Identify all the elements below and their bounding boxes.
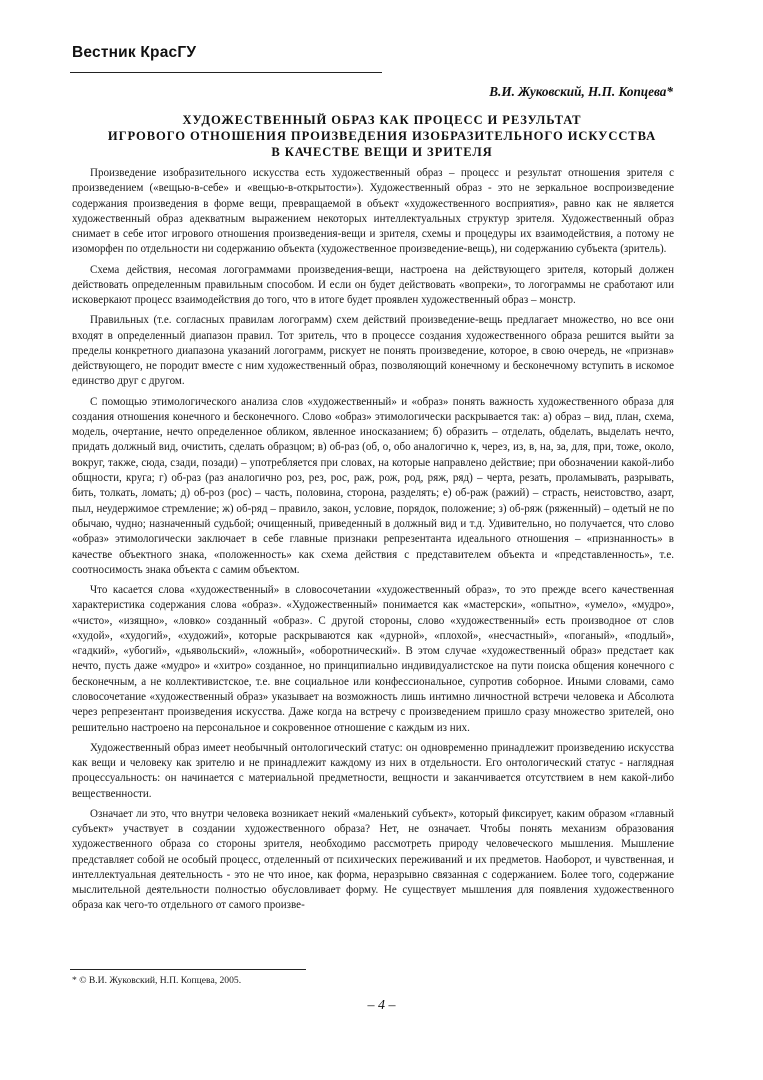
title-line: ХУДОЖЕСТВЕННЫЙ ОБРАЗ КАК ПРОЦЕСС И РЕЗУЛЬТАТ [182,113,582,127]
header-rule [70,72,382,73]
title-line: ИГРОВОГО ОТНОШЕНИЯ ПРОИЗВЕДЕНИЯ ИЗОБРАЗИТЕЛЬНОГО ИСКУССТВА [107,129,657,143]
paragraph: Означает ли это, что внутри человека возникает некий «маленький субъект», который фиксирует, каким образом «главный субъект» участвует в создании художественного образа? Нет, не означает. Чтобы понять механизм образования художественного образа со стороны зрителя, необходимо рассмотреть природу человеческого мышления. Мышление представляет собой не особый процесс, отделенный от психических переживаний и их предметов. Наоборот, и чувственная, и интеллектуальная деятельность - это не что иное, как форма, неразрывно связанная с содержанием. Более того, содержание мыслительной деятельности полностью обусловливает форму. Не существует мышления для появления художественного образа как чего-то отдельного от самого произве- [72,807,674,912]
authors: В.И. Жуковский, Н.П. Копцева* [489,84,673,99]
article-title [72,112,692,160]
title-line: В КАЧЕСТВЕ ВЕЩИ И ЗРИТЕЛЯ [271,145,493,159]
paragraph: Правильных (т.е. согласных правилам логограмм) схем действий произведение-вещь предлагает множество, но все они входят в определенный диапазон правил. Тот зритель, что в процессе создания художественного образа решится выйти за пределы конкретного диапазона указаний логограмм, рискует не понять произведение, которое, в свою очередь, не «признав» действующего, не породит вместе с ним художественный образ, позволяющий конечному и бесконечному вступить в искомое единство друг с другом. [72,314,674,388]
paragraph: Что касается слова «художественный» в словосочетании «художественный образ», то это прежде всего качественная характеристика содержания слова «образ». «Художественный» понимается как «мастерски», «опытно», «умело», «мудро», «чисто», «изящно», «ловко» созданный «образ». С другой стороны, слово «художественный» есть производное от слов «худой», «худогий», «художий», которые раскрываются как «дурной», «плохой», «несчастный», «поганый», «подлый», «гадкий», «убогий», «дьявольский», «ложный», «оборотнический». В этом случае «художественный образ» предстает как нечто, пусть даже «мудро» и «хитро» созданное, но принципиально индивидуалистское на пути поиска общения конечного с бесконечным, а не коллективистское, т.е. вне социальное или конфессиональное, супротив соборное. Иными словами, само словосочетание «художественный образ» указывает на возможность лишь интимно личностной встречи человека и Абсолюта через репрезентант произведения искусства. Даже когда на встречу с произведением пришло сразу множество зрителей, оно решительно настроено на персональное и сокровенное отношение с каждым из них. [72,583,674,734]
paragraph: С помощью этимологического анализа слов «художественный» и «образ» понять важность художественного образа для создания отношения конечного и бесконечного. Слово «образ» этимологически раскрывается так: а) образ – вид, план, схема, модель, очертание, нечто определенное обликом, явленное иносказанием; б) образить – отделать, обделать, выделать нечто, придать должный вид, очистить, сделать образцом; в) об-раз (об, о, обо аналогично к, через, из, в, на, за, для, при, тоже, около, вокруг, также, сюда, сзади, позади) – употребляется при словах, на которые направлено действие; при обозначении какой-либо общности, круга; г) об-раз (раз аналогично роз, рез, рос, раж, рож, род, ряж, ряд) – черта, резать, проламывать, разрывать, бить, толкать, ломать; д) об-роз (рос) – часть, половина, сторона, разделять; е) об-раж (ражий) – страсть, неистовство, азарт, пыл, неудержимое стремление; ж) об-ряд – правило, закон, условие, порядок, положение; з) об-ряж (ряженный) – одетый не по обычаю, чудно; назначенный судьбой; очищенный, приведенный в должный вид и т.д. Удивительно, но получается, что слово «образ» этимологически заключает в себе главные признаки репрезентанта идеального отношения – «признанность» в качестве объектного знака, «положенность» как схема действия с представителем объекта и «представленность», т.е. соотносимость знака объекта с самим объектом. [72,395,674,576]
footnote-rule [70,969,306,970]
footnote: * © В.И. Жуковский, Н.П. Копцева, 2005. [72,975,242,986]
article-body [72,166,674,919]
paragraph: Схема действия, несомая логограммами произведения-вещи, настроена на действующего зрителя, который должен действовать определенным правильным способом. И если он будет действовать «вопреки», то логограммы не сработают или исковеркают процесс взаимодействия до того, что в итоге будет проявлен художественный образ – монстр. [72,263,674,307]
journal-title: Вестник КрасГУ [72,44,197,61]
paragraph: Произведение изобразительного искусства есть художественный образ – процесс и результат отношения зрителя с произведением («вещью-в-себе» и «вещью-в-открытости»). Художественный образ - это не зеркальное воспроизведение содержания произведения в форме вещи, превращаемой в объект «художественного восприятия», равно как не является художественный образ адекватным выражением некоторых интеллектуальных структур зрителя. Художественный образ снимает в себе итог игрового отношения произведения-вещи и зрителя, схемы и процедуры их взаимодействия, а потому не изоморфен по отдельности ни содержанию объекта (художественное произведение-вещь), ни содержанию субъекта (зритель). [72,167,674,256]
paragraph: Художественный образ имеет необычный онтологический статус: он одновременно принадлежит произведению искусства как вещи и человеку как зрителю и не принадлежит каждому из них в отдельности. Его онтологический статус - наглядная процессуальность: он начинается с материальной предметности, вещности и заканчивается отсутствием в нем какой-либо вещественности. [72,741,674,800]
page-number: – 4 – [367,998,396,1013]
